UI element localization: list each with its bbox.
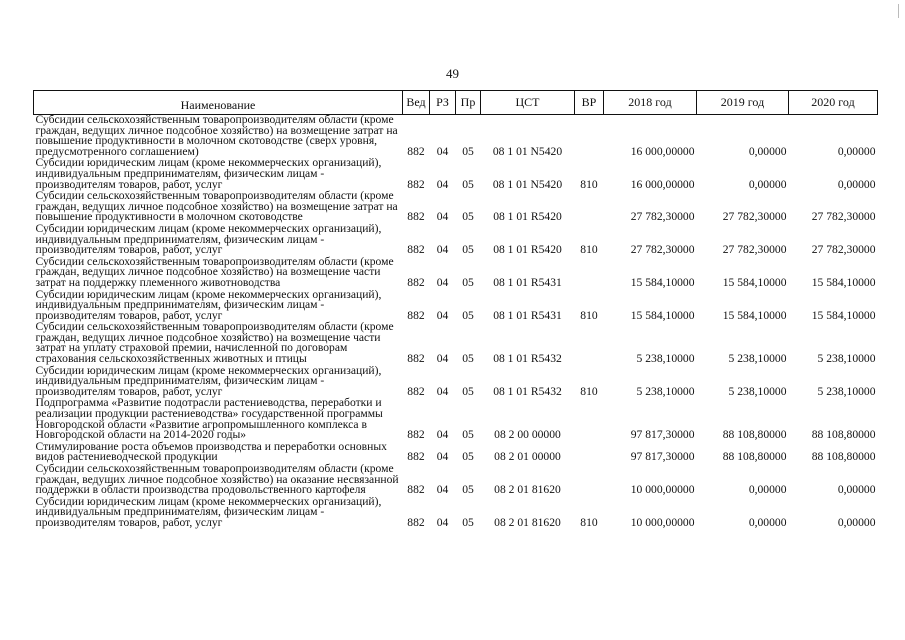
cell-rz: 04 — [436, 384, 449, 398]
cell-ved: 882 — [407, 384, 425, 398]
cell-vr — [575, 464, 604, 497]
cell-2020: 15 584,10000 — [811, 308, 876, 322]
table-row — [34, 464, 878, 497]
cell-name: Субсидии сельскохозяйственным товаропроизводителям области (кроме граждан, ведущих личное подсобное хозяйство) на оказание несвязанной поддержки в области производства продовольственного картофеля — [35, 462, 399, 497]
cell-rz: 04 — [436, 428, 449, 442]
cell-cst: 08 2 01 81620 — [494, 515, 561, 529]
cell-ved: 882 — [407, 428, 425, 442]
cell-pr: 05 — [462, 144, 474, 158]
cell-cst: 08 1 01 N5420 — [492, 177, 563, 191]
cell-pr: 05 — [462, 450, 474, 464]
cell-ved: 882 — [407, 352, 425, 366]
page-number: 49 — [446, 66, 459, 81]
cell-name: Субсидии сельскохозяйственным товаропроизводителям области (кроме граждан, ведущих личное подсобное хозяйство) на возмещение части затрат на поддержку племенного животноводства — [35, 254, 394, 289]
cell-name: Подпрограмма «Развитие подотрасли растениеводства, переработки и реализации продукции растениеводства» государственной программы Новгородской области «Развитие агропромышленного комплекса в Новгородской области на 2014-2020 годы» — [35, 396, 383, 442]
cell-2019: 5 238,10000 — [728, 384, 787, 398]
cell-2020: 0,00000 — [837, 483, 876, 497]
cell-vr: 810 — [580, 515, 598, 529]
cell-2018: 5 238,10000 — [636, 352, 695, 366]
cell-pr: 05 — [462, 515, 474, 529]
cell-name: Субсидии юридическим лицам (кроме некоммерческих организаций), индивидуальным предпринимателям, физическим лицам - производителям товаров, работ, услуг — [35, 363, 382, 398]
cell-vr — [575, 191, 604, 224]
cell-vr — [575, 257, 604, 290]
cell-rz: 04 — [436, 450, 449, 464]
cell-2020: 88 108,80000 — [811, 450, 876, 464]
cell-ved: 882 — [407, 210, 425, 224]
cell-pr: 05 — [462, 243, 474, 257]
cell-2019: 88 108,80000 — [722, 450, 787, 464]
cell-name: Субсидии сельскохозяйственным товаропроизводителям области (кроме граждан, ведущих личное подсобное хозяйство) на возмещение затрат на повышение продуктивности в молочном скотоводстве — [35, 189, 398, 224]
cell-rz: 04 — [436, 483, 449, 497]
cell-2019: 0,00000 — [748, 144, 787, 158]
cell-vr — [575, 115, 604, 159]
cell-2018: 16 000,00000 — [630, 144, 695, 158]
cell-cst: 08 2 01 81620 — [494, 483, 561, 497]
cell-vr: 810 — [580, 243, 598, 257]
cell-name: Субсидии юридическим лицам (кроме некоммерческих организаций), индивидуальным предпринимателям, физическим лицам - производителям товаров, работ, услуг — [35, 156, 382, 191]
cell-vr — [575, 442, 604, 464]
cell-2020: 88 108,80000 — [811, 428, 876, 442]
cell-2020: 27 782,30000 — [811, 210, 876, 224]
cell-rz: 04 — [436, 144, 449, 158]
header-cst: ЦСТ — [481, 91, 575, 115]
cell-2018: 15 584,10000 — [630, 275, 695, 289]
cell-2019: 88 108,80000 — [722, 428, 787, 442]
cell-2018: 27 782,30000 — [630, 243, 695, 257]
cell-2019: 0,00000 — [748, 483, 787, 497]
cell-name: Субсидии юридическим лицам (кроме некоммерческих организаций), индивидуальным предпринимателям, физическим лицам - производителям товаров, работ, услуг — [35, 221, 382, 257]
cell-name: Стимулирование роста объемов производства и переработки основных видов растениеводческой продукции — [35, 439, 387, 464]
table-row — [34, 257, 878, 290]
cell-pr: 05 — [462, 384, 474, 398]
cell-2019: 27 782,30000 — [722, 243, 787, 257]
cell-pr: 05 — [462, 177, 474, 191]
cell-ved: 882 — [407, 144, 425, 158]
cell-2018: 27 782,30000 — [630, 210, 695, 224]
cell-pr: 05 — [462, 275, 474, 289]
cell-2019: 5 238,10000 — [728, 352, 787, 366]
cell-name: Субсидии сельскохозяйственным товаропроизводителям области (кроме граждан, ведущих личное подсобное хозяйство) на возмещение затрат на повышение продуктивности в молочном скотоводстве (сверх уровня, предусмотренного соглашением) — [35, 113, 398, 158]
cell-2019: 15 584,10000 — [722, 308, 787, 322]
cell-ved: 882 — [407, 450, 425, 464]
header-2019: 2019 год — [697, 91, 789, 115]
cell-ved: 882 — [407, 483, 425, 497]
table-row — [34, 398, 878, 441]
cell-ved: 882 — [407, 177, 425, 191]
cell-name: Субсидии юридическим лицам (кроме некоммерческих организаций), индивидуальным предпринимателям, физическим лицам - производителям товаров, работ, услуг — [35, 287, 382, 322]
table-row — [34, 322, 878, 365]
cell-2019: 15 584,10000 — [722, 275, 787, 289]
cell-rz: 04 — [436, 243, 449, 257]
budget-table — [33, 90, 878, 530]
table-header-row — [34, 91, 878, 115]
cell-rz: 04 — [436, 515, 449, 529]
cell-rz: 04 — [436, 177, 449, 191]
cell-cst: 08 1 01 R5420 — [493, 243, 562, 257]
cell-rz: 04 — [436, 308, 449, 322]
cell-2020: 0,00000 — [837, 177, 876, 191]
cell-2020: 15 584,10000 — [811, 275, 876, 289]
scan-edge-mark — [898, 4, 899, 18]
cell-vr: 810 — [580, 384, 598, 398]
header-ved: Вед — [403, 91, 430, 115]
cell-2018: 16 000,00000 — [630, 177, 695, 191]
cell-pr: 05 — [462, 483, 474, 497]
cell-vr — [575, 398, 604, 441]
cell-pr: 05 — [462, 428, 474, 442]
cell-cst: 08 1 01 R5432 — [493, 384, 562, 398]
cell-name: Субсидии сельскохозяйственным товаропроизводителям области (кроме граждан, ведущих личное подсобное хозяйство) на возмещение части затрат на уплату страховой премии, начисленной по договорам страхования сельскохозяйственных животных и птицы — [35, 320, 394, 366]
cell-cst: 08 1 01 R5431 — [493, 275, 562, 289]
cell-2019: 0,00000 — [748, 515, 787, 529]
table-row — [34, 158, 878, 191]
cell-cst: 08 1 01 R5420 — [493, 210, 562, 224]
cell-vr — [575, 322, 604, 365]
cell-pr: 05 — [462, 352, 474, 366]
table-row — [34, 497, 878, 530]
cell-2019: 27 782,30000 — [722, 210, 787, 224]
cell-rz: 04 — [436, 275, 449, 289]
header-rz: РЗ — [430, 91, 456, 115]
cell-2018: 15 584,10000 — [630, 308, 695, 322]
header-vr: ВР — [575, 91, 604, 115]
cell-2020: 0,00000 — [837, 515, 876, 529]
cell-vr: 810 — [580, 308, 598, 322]
table-row — [34, 191, 878, 224]
cell-2018: 97 817,30000 — [630, 450, 695, 464]
cell-2020: 0,00000 — [837, 144, 876, 158]
cell-pr: 05 — [462, 308, 474, 322]
cell-2020: 5 238,10000 — [817, 384, 876, 398]
cell-2018: 97 817,30000 — [630, 428, 695, 442]
table-row — [34, 290, 878, 323]
cell-ved: 882 — [407, 275, 425, 289]
cell-cst: 08 1 01 N5420 — [492, 144, 563, 158]
cell-cst: 08 1 01 R5432 — [493, 352, 562, 366]
table-row — [34, 224, 878, 257]
cell-2018: 10 000,00000 — [630, 483, 695, 497]
cell-cst: 08 2 00 00000 — [494, 428, 561, 442]
header-2018: 2018 год — [604, 91, 697, 115]
cell-name: Субсидии юридическим лицам (кроме некоммерческих организаций), индивидуальным предпринимателям, физическим лицам - производителям товаров, работ, услуг — [35, 494, 382, 529]
cell-2018: 5 238,10000 — [636, 384, 695, 398]
cell-ved: 882 — [407, 243, 425, 257]
cell-rz: 04 — [436, 352, 449, 366]
cell-2020: 27 782,30000 — [811, 243, 876, 257]
header-2020: 2020 год — [789, 91, 878, 115]
table-row — [34, 442, 878, 464]
cell-rz: 04 — [436, 210, 449, 224]
cell-cst: 08 1 01 R5431 — [493, 308, 562, 322]
cell-2020: 5 238,10000 — [817, 352, 876, 366]
cell-ved: 882 — [407, 515, 425, 529]
cell-pr: 05 — [462, 210, 474, 224]
cell-vr: 810 — [580, 177, 598, 191]
table-row — [34, 366, 878, 399]
table-body — [34, 115, 878, 530]
cell-2019: 0,00000 — [748, 177, 787, 191]
header-name: Наименование — [34, 91, 403, 115]
cell-2018: 10 000,00000 — [630, 515, 695, 529]
header-pr: Пр — [456, 91, 481, 115]
cell-ved: 882 — [407, 308, 425, 322]
cell-cst: 08 2 01 00000 — [494, 450, 561, 464]
table-row — [34, 115, 878, 159]
